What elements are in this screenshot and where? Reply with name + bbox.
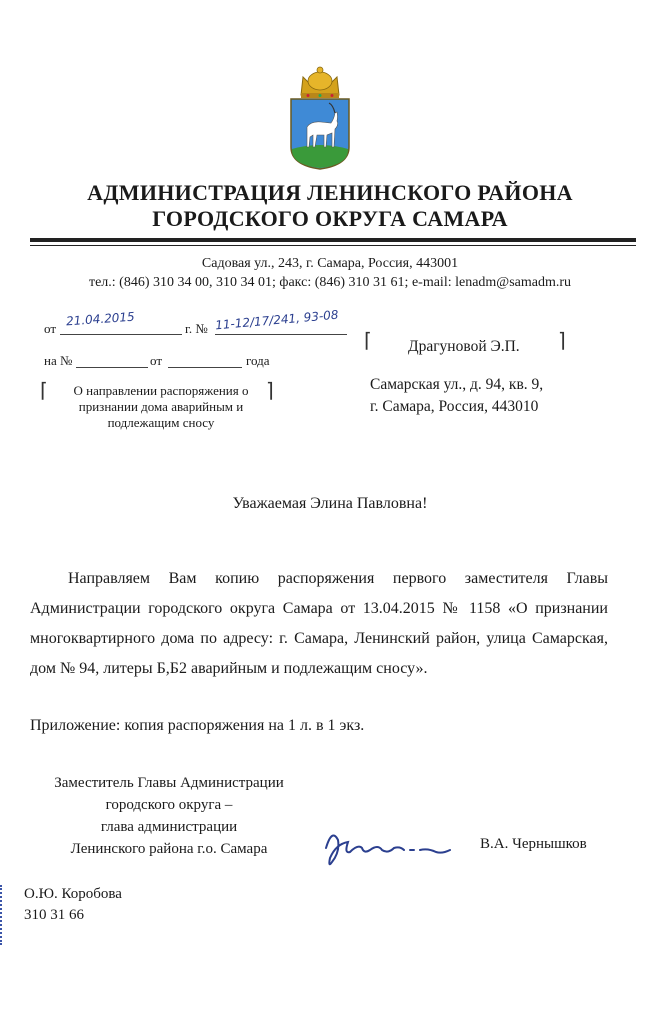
ref-from-label: от [44,321,57,336]
signatory-title-line2: городского округа – [105,797,233,813]
org-address: Садовая ул., 243, г. Самара, Россия, 443001 [201,256,459,271]
greeting: Уважаемая Элина Павловна! [232,495,428,512]
signatory-title [24,772,314,860]
org-title-line2: ГОРОДСКОГО ОКРУГА САМАРА [152,206,508,231]
org-title-line1: АДМИНИСТРАЦИЯ ЛЕНИНСКОГО РАЙОНА [87,180,573,205]
subject-bracket-left: ⌈ [40,378,48,402]
re-from-label: от [150,353,163,368]
handwritten-signature [318,818,458,874]
ref-number-label: г. № [185,321,208,336]
margin-stamp-mark [0,885,5,945]
org-contacts: тел.: (846) 310 34 00, 310 34 01; факс: (846) 310 31 61; e-mail: lenadm@samadm.ru [88,275,572,290]
attachment-note: Приложение: копия распоряжения на 1 л. в 1 экз. [30,717,365,734]
recipient-address-line2: г. Самара, Россия, 443010 [370,398,539,415]
recipient-address-line1: Самарская ул., д. 94, кв. 9, [370,376,544,393]
signatory-title-line4: Ленинского района г.о. Самара [70,841,268,857]
subject-bracket-right: ⌉ [266,378,274,402]
ref-date-handwritten: 21.04.2015 [65,309,136,329]
header-divider-thin [30,245,636,246]
ref-number-handwritten: 11-12/17/241, 93-08 [214,307,340,333]
recipient-bracket-right: ⌉ [558,328,566,352]
recipient-bracket-left: ⌈ [364,328,372,352]
subject-line3: подлежащим сносу [107,415,215,430]
recipient-name: Драгуновой Э.П. [408,338,520,355]
subject-block [56,383,266,431]
re-year-label: года [246,353,270,368]
subject-line2: признании дома аварийным и [78,399,244,414]
crown-icon [301,67,339,98]
samara-coat-of-arms [287,65,353,170]
letter-body [30,564,608,684]
subject-line1: О направлении распоряжения о [73,383,249,398]
signatory-title-line3: глава администрации [100,819,238,835]
body-paragraph: Направляем Вам копию распоряжения первого заместителя Главы Администрации городского округа Самара от 13.04.2015 № 1158 «О признании многоквартирного дома по адресу: г. Самара, Ленинский район, улица Самарская, дом № 94, литеры Б,Б2 аварийным и подлежащим сносу». [30,570,608,677]
executor-block [24,884,122,926]
executor-name: О.Ю. Коробова [24,886,122,902]
signatory-name: В.А. Чернышков [480,836,587,852]
re-number-line [76,353,148,368]
executor-phone: 310 31 66 [24,907,84,923]
re-date-line [168,353,242,368]
signatory-title-line1: Заместитель Главы Администрации [54,775,284,791]
header-divider-thick [30,238,636,242]
re-number-label: на № [44,353,73,368]
